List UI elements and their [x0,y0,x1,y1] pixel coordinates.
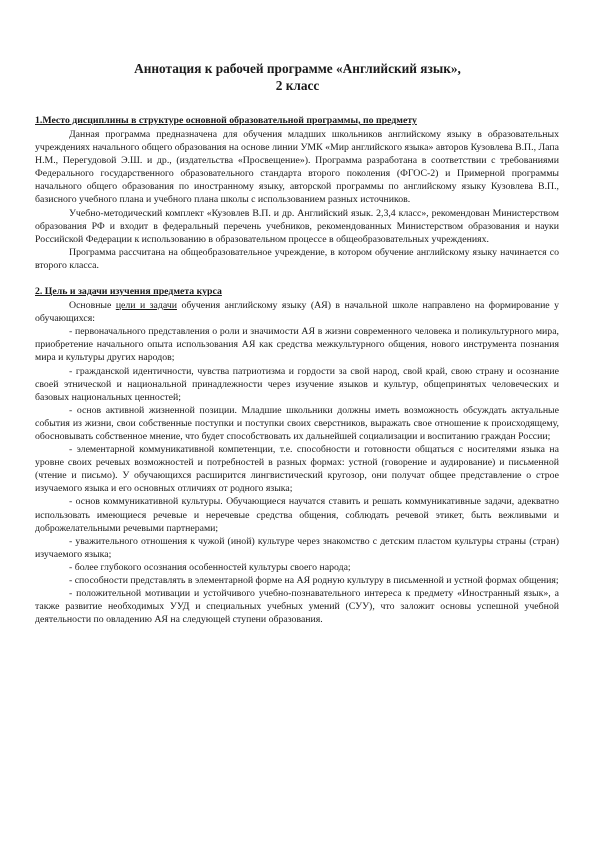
intro-underlined: цели и задачи [115,300,177,312]
goal-list-item: - положительной мотивации и устойчивого учебно-познавательного интереса к предмету «Иностранный язык», а также развитие необходимых УУД и специальных учебных умений (СУУ), что заложит основы успешной учебной деятельности по овладению АЯ на следующей ступени образования. [35,588,559,626]
section-1-paragraph: Учебно-методический комплект «Кузовлев В.П. и др. Английский язык. 2,3,4 класс», рекомендован Министерством образования РФ и входит в федеральный перечень учебников, рекомендованных Министерством образования и науки Российской Федерации к использованию в образовательном процессе в общеобразовательных учреждениях. [35,207,559,245]
goal-list-item: - гражданской идентичности, чувства патриотизма и гордости за свой народ, свой край, свою страну и осознание своей этнической и национальной принадлежности через изучение языков и культур, общепринятых человеческих и базовых национальных ценностей; [35,365,559,403]
section-1-heading-text: 1.Место дисциплины в структуре основной образовательной программы, по предмету [35,115,417,126]
goal-list-item: - более глубокого осознания особенностей культуры своего народа; [69,561,351,573]
section-2-heading [35,285,559,298]
document-body [35,114,559,626]
goal-list-item: - основ коммуникативной культуры. Обучающиеся научатся ставить и решать коммуникативные задачи, адекватно использовать имеющиеся речевые и неречевые средства общения, соблюдать речевой этикет, быть вежливыми и доброжелательными речевыми партнерами; [35,496,559,534]
goal-list-item: - первоначального представления о роли и значимости АЯ в жизни современного человека и поликультурного мира, приобретение начального опыта использования АЯ как средства межкультурного общения, нового инструмента познания мира и культуры других народов; [35,326,559,364]
goal-list-item: - элементарной коммуникативной компетенции, т.е. способности и готовности общаться с носителями языка на уровне своих речевых возможностей и потребностей в разных формах: устной (говорение и аудирование) и письменной (чтение и письмо). У обучающихся расширится лингвистический кругозор, они получат общее представление о строе изучаемого языка и его основных отличиях от родного языка; [35,444,559,495]
goal-list-item: - способности представлять в элементарной форме на АЯ родную культуру в письменной и устной формах общения; [69,575,559,586]
goal-list-item: - уважительного отношения к чужой (иной) культуре через знакомство с детским пластом культуры страны (стран) изучаемого языка; [35,535,559,560]
section-1-paragraph: Данная программа предназначена для обучения младших школьников английскому языку в образовательных учреждениях начального общего образования на основе линии УМК «Мир английского языка» авторов Кузовлева В.П., Лапа Н.М., Перегудовой Э.Ш. и др., (издательства «Просвещение»). Программа разработана в соответствии с требованиями Федерального государственного образовательного стандарта второго поколения (ФГОС-2) и Примерной программы начального общего образования по иностранному языку, авторской программы по английскому языку Кузовлева В.П., базисного учебного плана и учебного плана школы с использованием разных источников. [35,129,559,206]
section-1-paragraph: Программа рассчитана на общеобразовательное учреждение, в котором обучение английскому языку начинается со второго класса. [35,246,559,271]
section-2-intro [35,299,559,325]
intro-prefix: Основные [69,300,116,312]
title-line-1: Аннотация к рабочей программе «Английский язык», [134,61,461,76]
title-line-2: 2 класс [275,78,320,93]
document-title [60,60,535,94]
section-1-heading [35,114,559,127]
intro-suffix: обучения английскому языку (АЯ) в начальной школе направлено на формирование у обучающихся: [35,300,559,325]
section-2-heading-text: 2. Цель и задачи изучения предмета курса [35,286,222,298]
goal-list-item: - основ активной жизненной позиции. Младшие школьники должны иметь возможность обсуждать актуальные события из жизни, свои собственные поступки и поступки своих сверстников, выражать свое отношение к происходящему, обосновывать собственное мнение, что будет способствовать их дальнейшей социализации и воспитанию граждан России; [35,404,559,442]
